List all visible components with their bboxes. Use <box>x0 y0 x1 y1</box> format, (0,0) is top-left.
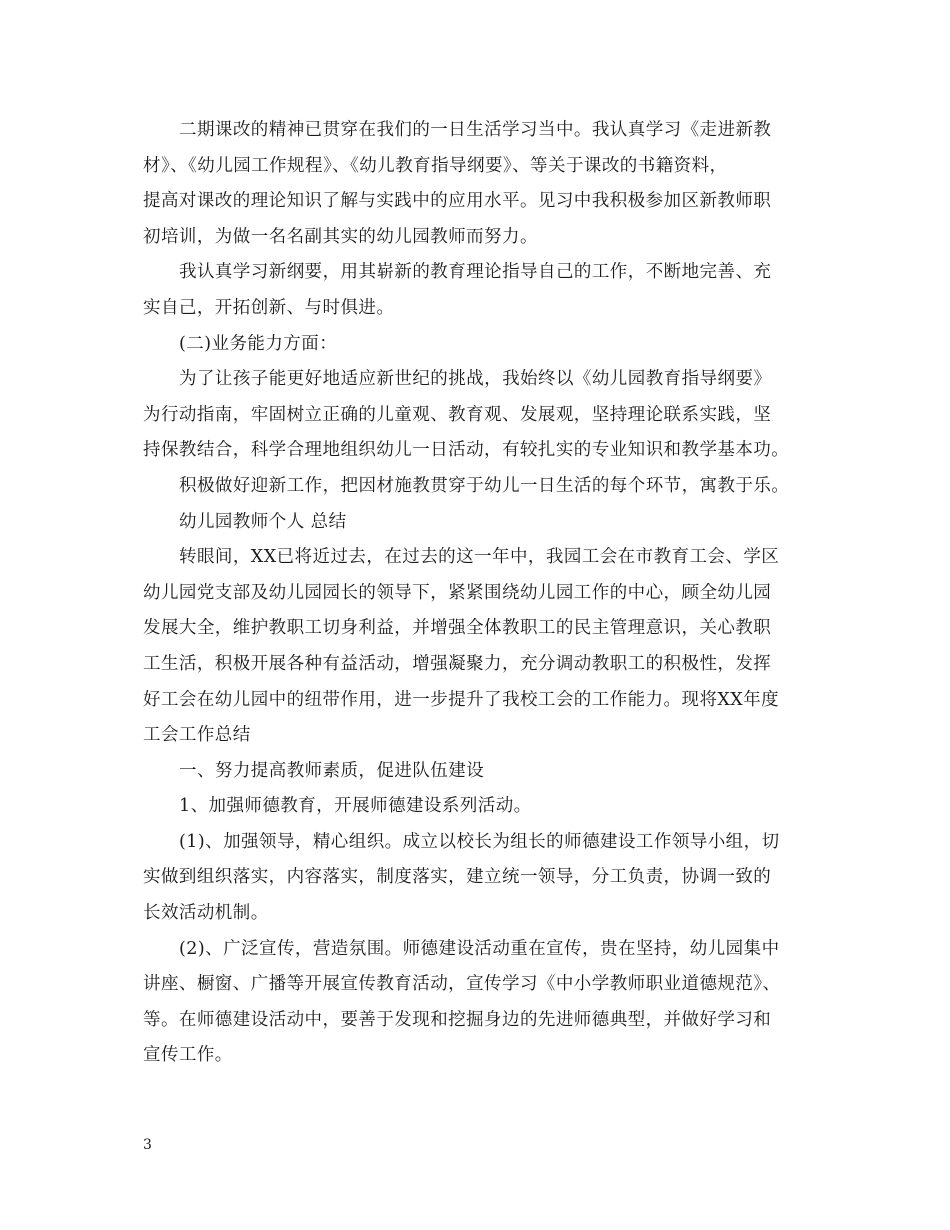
text-line: 好工会在幼儿园中的纽带作用，进一步提升了我校工会的工作能力。现将XX年度 <box>143 689 780 710</box>
text-line: 实自己，开拓创新、与时俱进。 <box>143 297 395 318</box>
text-line: 提高对课改的理论知识了解与实践中的应用水平。见习中我积极参加区新教师职 <box>143 191 772 212</box>
text-line: 实做到组织落实，内容落实，制度落实，建立统一领导，分工负责，协调一致的 <box>143 867 772 888</box>
text-line: 等。在师德建设活动中，要善于发现和挖掘身边的先进师德典型，并做好学习和 <box>143 1009 772 1030</box>
text-line: 积极做好迎新工作，把因材施教贯穿于幼儿一日生活的每个环节，寓教于乐。 <box>179 475 790 496</box>
text-line: 工会工作总结 <box>143 725 251 746</box>
text-line: 二期课改的精神已贯穿在我们的一日生活学习当中。我认真学习《走进新教 <box>179 120 772 140</box>
text-line: (2)、广泛宣传，营造氛围。师德建设活动重在宣传，贵在坚持，幼儿园集中 <box>179 938 780 959</box>
text-line: 转眼间，XX已将近过去，在过去的这一年中，我园工会在市教育工会、学区 <box>179 547 780 568</box>
text-line: (1)、加强领导，精心组织。成立以校长为组长的师德建设工作领导小组，切 <box>179 831 780 852</box>
text-line: 幼儿园党支部及幼儿园园长的领导下，紧紧围绕幼儿园工作的中心，顾全幼儿园 <box>143 582 772 603</box>
text-line: 我认真学习新纲要，用其崭新的教育理论指导自己的工作，不断地完善、充 <box>179 262 772 283</box>
text-line: 材》、《幼儿园工作规程》、《幼儿教育指导纲要》、等关于课改的书籍资料， <box>143 155 728 176</box>
text-line: 宣传工作。 <box>143 1045 233 1066</box>
text-line: 为了让孩子能更好地适应新世纪的挑战，我始终以《幼儿园教育指导纲要》 <box>179 369 772 390</box>
section-heading: (二)业务能力方面： <box>179 333 338 354</box>
text-line: 讲座、橱窗、广播等开展宣传教育活动，宣传学习《中小学教师职业道德规范》、 <box>143 974 781 995</box>
text-line: 为行动指南，牢固树立正确的儿童观、教育观、发展观，坚持理论联系实践，坚 <box>143 404 772 425</box>
text-line: 1、加强师德教育，开展师德建设系列活动。 <box>179 796 532 817</box>
text-line: 工生活，积极开展各种有益活动，增强凝聚力，充分调动教职工的积极性，发挥 <box>143 653 772 674</box>
section-heading: 一、努力提高教师素质，促进队伍建设 <box>179 760 485 781</box>
page-number: 3 <box>143 1137 152 1153</box>
document-body <box>143 113 808 1074</box>
text-line: 长效活动机制。 <box>143 903 269 924</box>
text-line: 初培训，为做一名名副其实的幼儿园教师而努力。 <box>143 226 538 247</box>
section-heading: 幼儿园教师个人 总结 <box>179 511 347 532</box>
text-line: 发展大全，维护教职工切身利益，并增强全体教职工的民主管理意识，关心教职 <box>143 618 772 639</box>
text-line: 持保教结合，科学合理地组织幼儿一日活动，有较扎实的专业知识和教学基本功。 <box>143 440 790 461</box>
